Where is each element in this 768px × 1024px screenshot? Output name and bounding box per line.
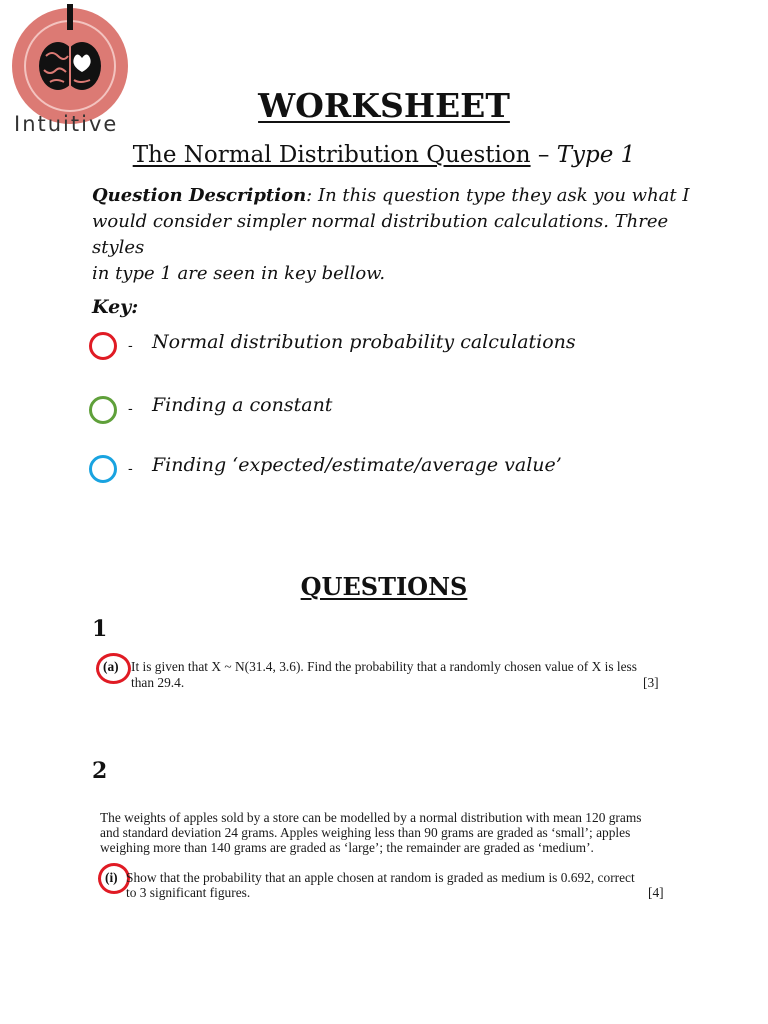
description-label: Question Description [92,185,307,206]
description-line-3: in type 1 are seen in key bellow. [92,263,386,284]
subtitle [0,142,768,168]
description-line-1: : In this question type they ask you what I [306,185,690,206]
question-1-marks: [3] [643,675,659,690]
key-dash: - [128,461,133,477]
question-description [92,183,692,287]
question-part-label: (i) [105,870,118,885]
question-2-intro-line-2: and standard deviation 24 grams. Apples weighing less than 90 grams are graded as ‘small’; apples [100,825,631,840]
question-1-line-2: than 29.4. [131,675,185,690]
blue-circle-icon [89,455,117,483]
key-item-probability: Normal distribution probability calculations [152,331,576,353]
red-circle-icon [89,332,117,360]
question-2-marks: [4] [648,885,664,900]
key-dash: - [128,338,133,354]
question-2-intro-line-1: The weights of apples sold by a store can be modelled by a normal distribution with mean 120 grams [100,810,642,825]
question-2-line-2: to 3 significant figures. [126,885,251,900]
subtitle-type: Type 1 [556,142,636,168]
key-dash: - [128,401,133,417]
question-number: 1 [92,616,108,642]
questions-heading: QUESTIONS [300,572,468,601]
subtitle-separator: – [530,142,557,168]
question-1-line-1: It is given that X ~ N(31.4, 3.6). Find the probability that a randomly chosen value of X is less [131,659,637,674]
key-heading: Key: [92,296,139,318]
logo-text: Intuitive [14,112,119,136]
key-item-constant: Finding a constant [152,394,333,416]
question-2-intro-line-3: weighing more than 140 grams are graded as ‘large’; the remainder are graded as ‘medium’. [100,840,594,855]
question-part-label: (a) [103,659,119,674]
key-item-expected-value: Finding ‘expected/estimate/average value’ [152,454,562,476]
description-line-2: would consider simpler normal distribution calculations. Three styles [92,211,669,258]
page-title: WORKSHEET [258,86,510,125]
question-2-line-1: Show that the probability that an apple chosen at random is graded as medium is 0.692, correct [126,870,635,885]
subtitle-main: The Normal Distribution Question [132,142,531,168]
question-number: 2 [92,758,108,784]
green-circle-icon [89,396,117,424]
